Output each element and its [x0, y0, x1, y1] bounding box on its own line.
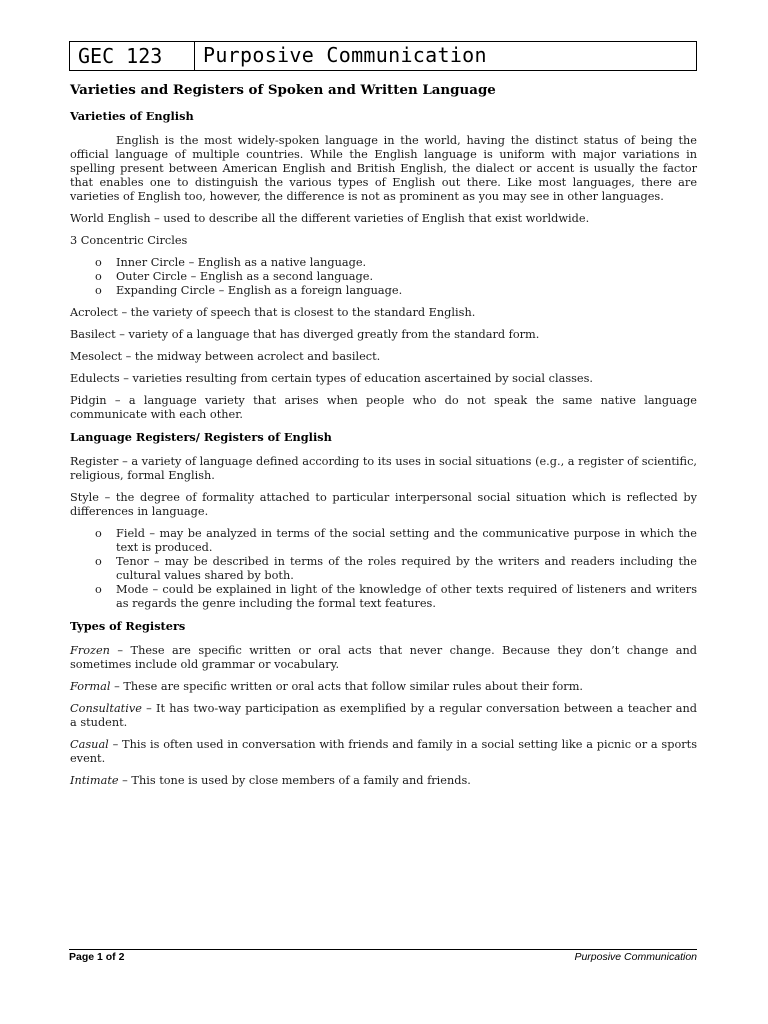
- document-title: Varieties and Registers of Spoken and Written Language: [70, 82, 496, 98]
- document-body: [70, 83, 697, 796]
- section-heading-registers: Language Registers/ Registers of English: [70, 430, 332, 444]
- pidgin-definition: Pidgin – a language variety that arises when people who do not speak the same native language communicate with each other.: [70, 394, 697, 421]
- course-code: GEC 123: [78, 44, 163, 68]
- bullet-mark: o: [95, 270, 102, 283]
- register-dimensions-list: [70, 527, 697, 611]
- register-type-term: Frozen: [70, 644, 110, 657]
- course-title: Purposive Communication: [203, 43, 487, 67]
- list-item-text: Tenor – may be described in terms of the roles required by the writers and readers including the cultural values shared by both.: [116, 555, 697, 582]
- footer-divider: [69, 949, 697, 950]
- register-type: [70, 644, 697, 672]
- list-item-text: Mode – could be explained in light of the knowledge of other texts required of listeners and writers as regards the genre including the formal text features.: [116, 583, 697, 610]
- register-type: [70, 738, 697, 766]
- intro-paragraph: English is the most widely-spoken language in the world, having the distinct status of being the official language of multiple countries. While the English language is uniform with major variations in spelling present between American English and British English, the dialect or accent is usually the factor that enables one to distinguish the various types of English out there. Like most languages, there are varieties of English too, however, the difference is not as prominent as you may see in other languages.: [70, 134, 697, 203]
- list-item: [70, 555, 697, 583]
- list-item: [70, 270, 697, 284]
- list-item: [70, 284, 697, 298]
- section-heading-types: Types of Registers: [70, 619, 186, 633]
- bullet-mark: o: [95, 583, 102, 596]
- list-item: [70, 527, 697, 555]
- bullet-mark: o: [95, 256, 102, 269]
- register-type-text: – These are specific written or oral acts that never change. Because they don’t change and sometimes include old grammar or vocabulary.: [70, 644, 697, 671]
- footer-course-name: Purposive Communication: [574, 951, 697, 963]
- acrolect-definition: Acrolect – the variety of speech that is closest to the standard English.: [70, 306, 476, 319]
- edulects-definition: Edulects – varieties resulting from certain types of education ascertained by social classes.: [70, 372, 593, 385]
- bullet-mark: o: [95, 527, 102, 540]
- register-definition: Register – a variety of language defined according to its uses in social situations (e.g., a register of scientific, religious, formal English.: [70, 455, 697, 482]
- register-type-term: Consultative: [70, 702, 142, 715]
- mesolect-definition: Mesolect – the midway between acrolect and basilect.: [70, 350, 381, 363]
- register-type: [70, 680, 697, 694]
- basilect-definition: Basilect – variety of a language that has diverged greatly from the standard form.: [70, 328, 540, 341]
- register-type-text: – It has two-way participation as exemplified by a regular conversation between a teacher and a student.: [70, 702, 697, 729]
- section-heading-varieties: Varieties of English: [70, 109, 194, 123]
- bullet-mark: o: [95, 284, 102, 297]
- register-type-term: Formal: [70, 680, 111, 693]
- concentric-circles-heading: 3 Concentric Circles: [70, 234, 188, 247]
- register-type: [70, 774, 697, 788]
- world-english-definition: World English – used to describe all the different varieties of English that exist worldwide.: [70, 212, 590, 225]
- register-type-term: Intimate: [70, 774, 119, 787]
- list-item-text: Expanding Circle – English as a foreign language.: [116, 284, 403, 297]
- concentric-circles-list: [70, 256, 697, 298]
- style-definition: Style – the degree of formality attached to particular interpersonal social situation which is reflected by differences in language.: [70, 491, 697, 518]
- list-item-text: Field – may be analyzed in terms of the social setting and the communicative purpose in which the text is produced.: [116, 527, 697, 554]
- page-number: Page 1 of 2: [69, 951, 125, 963]
- register-type: [70, 702, 697, 730]
- list-item-text: Inner Circle – English as a native language.: [116, 256, 367, 269]
- register-type-term: Casual: [70, 738, 109, 751]
- list-item-text: Outer Circle – English as a second language.: [116, 270, 374, 283]
- list-item: [70, 256, 697, 270]
- register-type-text: – This tone is used by close members of a family and friends.: [118, 774, 471, 787]
- list-item: [70, 583, 697, 611]
- register-type-text: – This is often used in conversation with friends and family in a social setting like a picnic or a sports event.: [70, 738, 697, 765]
- register-type-text: – These are specific written or oral acts that follow similar rules about their form.: [110, 680, 583, 693]
- bullet-mark: o: [95, 555, 102, 568]
